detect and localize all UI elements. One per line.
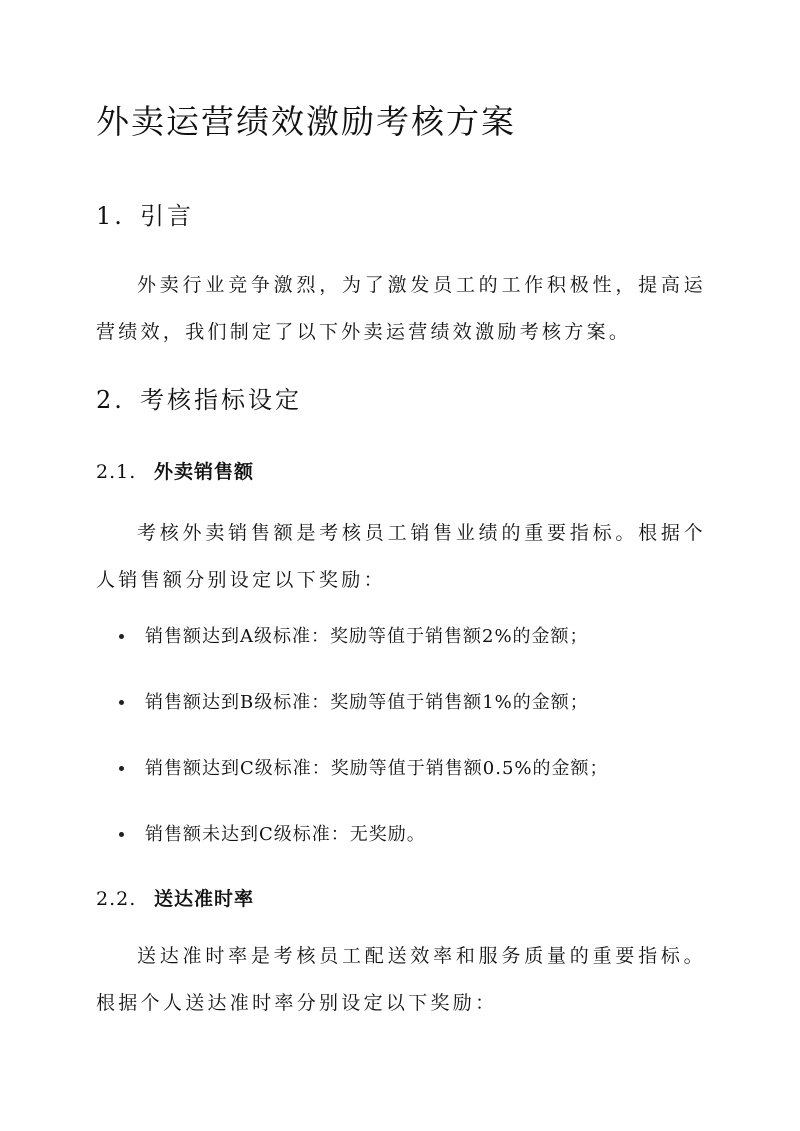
bullet-dot (119, 634, 124, 639)
bullet-dot (119, 832, 124, 837)
list-item-text: 销售额达到C级标准：奖励等值于销售额0.5%的金额； (145, 758, 609, 779)
list-item-text: 销售额未达到C级标准：无奖励。 (145, 824, 426, 845)
section-heading-text: 引言 (140, 202, 194, 230)
subsection-heading-text: 送达准时率 (154, 888, 255, 910)
subsection-heading-text: 外卖销售额 (154, 461, 255, 483)
bullet-dot (119, 700, 124, 705)
list-item (96, 688, 609, 754)
document-title: 外卖运营绩效激励考核方案 (96, 102, 516, 141)
subsection-heading-sales (96, 457, 254, 484)
list-item (96, 820, 609, 886)
intro-paragraph: 外卖行业竞争激烈，为了激发员工的工作积极性，提高运营绩效，我们制定了以下外卖运营绩效激励考核方案。 (96, 274, 706, 343)
section-heading-metrics (96, 380, 302, 415)
section-number: 2. (96, 386, 125, 414)
list-item (96, 622, 609, 688)
subsection-heading-ontime (96, 884, 254, 911)
sales-paragraph: 考核外卖销售额是考核员工销售业绩的重要指标。根据个人销售额分别设定以下奖励： (96, 522, 706, 591)
list-item-text: 销售额达到A级标准：奖励等值于销售额2%的金额； (145, 626, 589, 647)
list-item (96, 754, 609, 820)
section-heading-text: 考核指标设定 (140, 386, 302, 414)
section-heading-intro (96, 196, 194, 231)
section-number: 1. (96, 202, 125, 230)
bullet-dot (119, 766, 124, 771)
sales-reward-list (96, 622, 609, 886)
list-item-text: 销售额达到B级标准：奖励等值于销售额1%的金额； (145, 692, 589, 713)
ontime-paragraph: 送达准时率是考核员工配送效率和服务质量的重要指标。根据个人送达准时率分别设定以下奖励： (96, 945, 706, 1014)
subsection-number: 2.2. (96, 888, 137, 910)
subsection-number: 2.1. (96, 461, 137, 483)
